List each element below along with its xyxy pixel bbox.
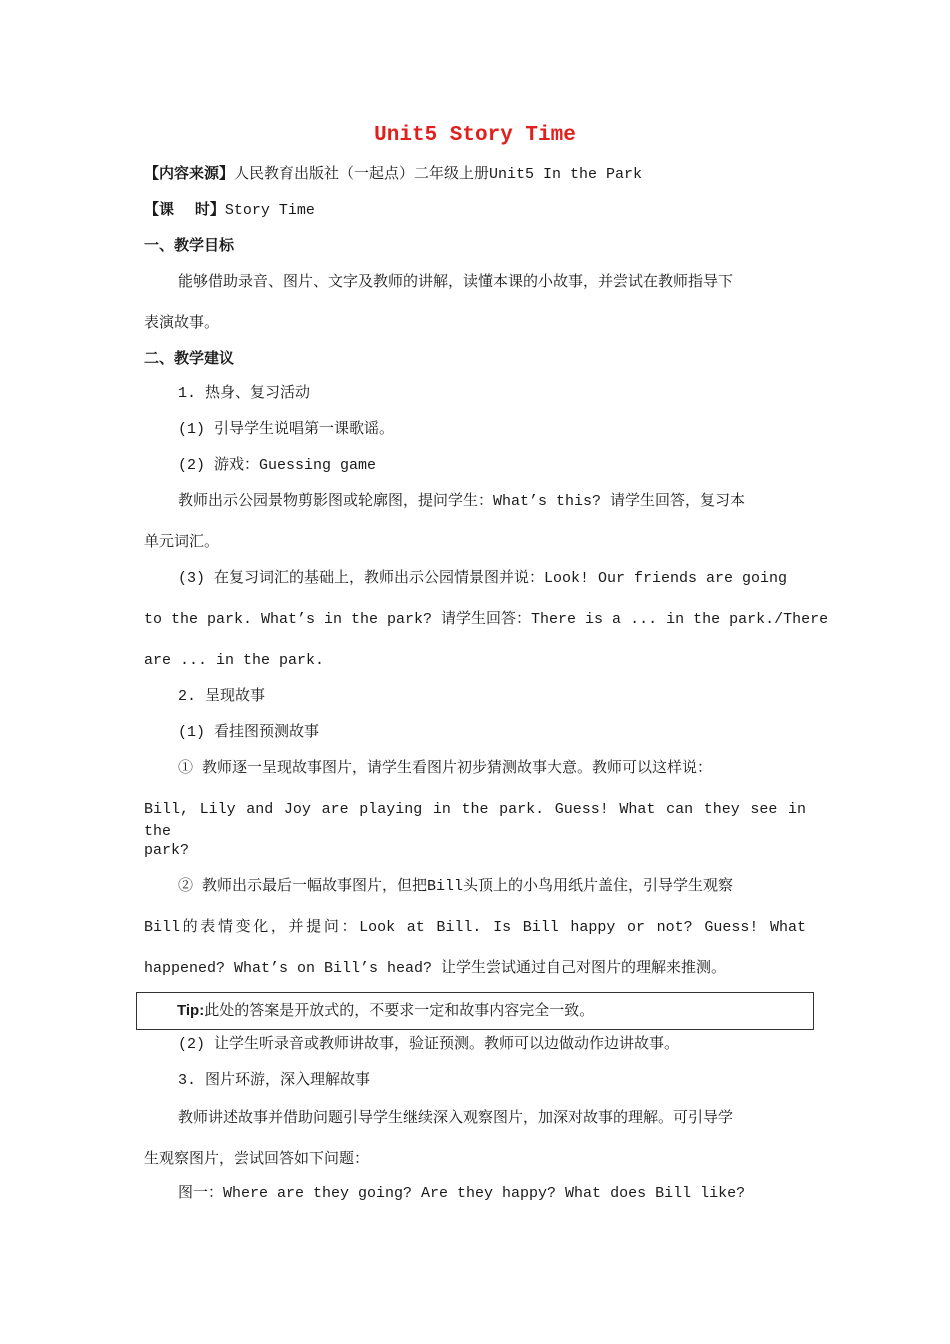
sub-item: (2) 游戏：Guessing game xyxy=(178,457,377,474)
source-line xyxy=(144,162,806,186)
paragraph-line: are ... in the park. xyxy=(144,652,325,669)
paragraph-line: 教师讲述故事并借助问题引导学生继续深入观察图片，加深对故事的理解。可引导学 xyxy=(178,1108,734,1126)
sub-item: (2) 让学生听录音或教师讲故事，验证预测。教师可以边做动作边讲故事。 xyxy=(178,1036,680,1053)
step-heading: 3. 图片环游，深入理解故事 xyxy=(178,1072,371,1089)
source-text: 人民教育出版社（一起点）二年级上册Unit5 In the Park xyxy=(234,166,643,183)
section-heading-suggestions: 二、教学建议 xyxy=(144,349,235,367)
sub-item: (1) 引导学生说唱第一课歌谣。 xyxy=(178,421,395,438)
period-line xyxy=(144,198,806,222)
tip-box xyxy=(136,992,814,1030)
objectives-paragraph-line: 表演故事。 xyxy=(144,313,220,331)
sub-item: (1) 看挂图预测故事 xyxy=(178,724,320,741)
paragraph-line: 教师出示公园景物剪影图或轮廓图，提问学生：What’s this? 请学生回答，复习本 xyxy=(178,493,746,510)
paragraph-line: (3) 在复习词汇的基础上，教师出示公园情景图并说：Look! Our friends are going xyxy=(178,570,788,587)
paragraph-line: ① 教师逐一呈现故事图片，请学生看图片初步猜测故事大意。教师可以这样说： xyxy=(178,760,713,777)
paragraph-line: to the park. What’s in the park? 请学生回答：There is a ... in the park./There xyxy=(144,611,829,628)
step-heading: 2. 呈现故事 xyxy=(178,688,266,705)
paragraph-line: happened? What’s on Bill’s head? 让学生尝试通过自己对图片的理解来推测。 xyxy=(144,960,727,977)
paragraph-line: park? xyxy=(144,842,190,859)
question-line: 图一：Where are they going? Are they happy? What does Bill like? xyxy=(178,1185,746,1202)
period-text: Story Time xyxy=(224,202,315,219)
paragraph-line: Bill, Lily and Joy are playing in the park. Guess! What can they see in the xyxy=(144,801,806,840)
period-label: 【课 时】 xyxy=(144,200,225,218)
source-label: 【内容来源】 xyxy=(144,164,235,182)
section-heading-objectives: 一、教学目标 xyxy=(144,236,235,254)
paragraph-line: 生观察图片，尝试回答如下问题： xyxy=(144,1149,370,1167)
tip-line xyxy=(177,999,594,1020)
objectives-paragraph-line: 能够借助录音、图片、文字及教师的讲解，读懂本课的小故事，并尝试在教师指导下 xyxy=(178,272,734,290)
paragraph-line: ② 教师出示最后一幅故事图片，但把Bill头顶上的小鸟用纸片盖住，引导学生观察 xyxy=(178,878,734,895)
tip-text: 此处的答案是开放式的，不要求一定和故事内容完全一致。 xyxy=(204,1001,595,1019)
document-title: Unit5 Story Time xyxy=(374,124,576,147)
tip-label: Tip: xyxy=(177,1002,205,1019)
step-heading: 1. 热身、复习活动 xyxy=(178,385,311,402)
paragraph-line: 单元词汇。 xyxy=(144,534,220,551)
paragraph-line: Bill的表情变化，并提问：Look at Bill. Is Bill happy or not? Guess! What xyxy=(144,919,806,936)
